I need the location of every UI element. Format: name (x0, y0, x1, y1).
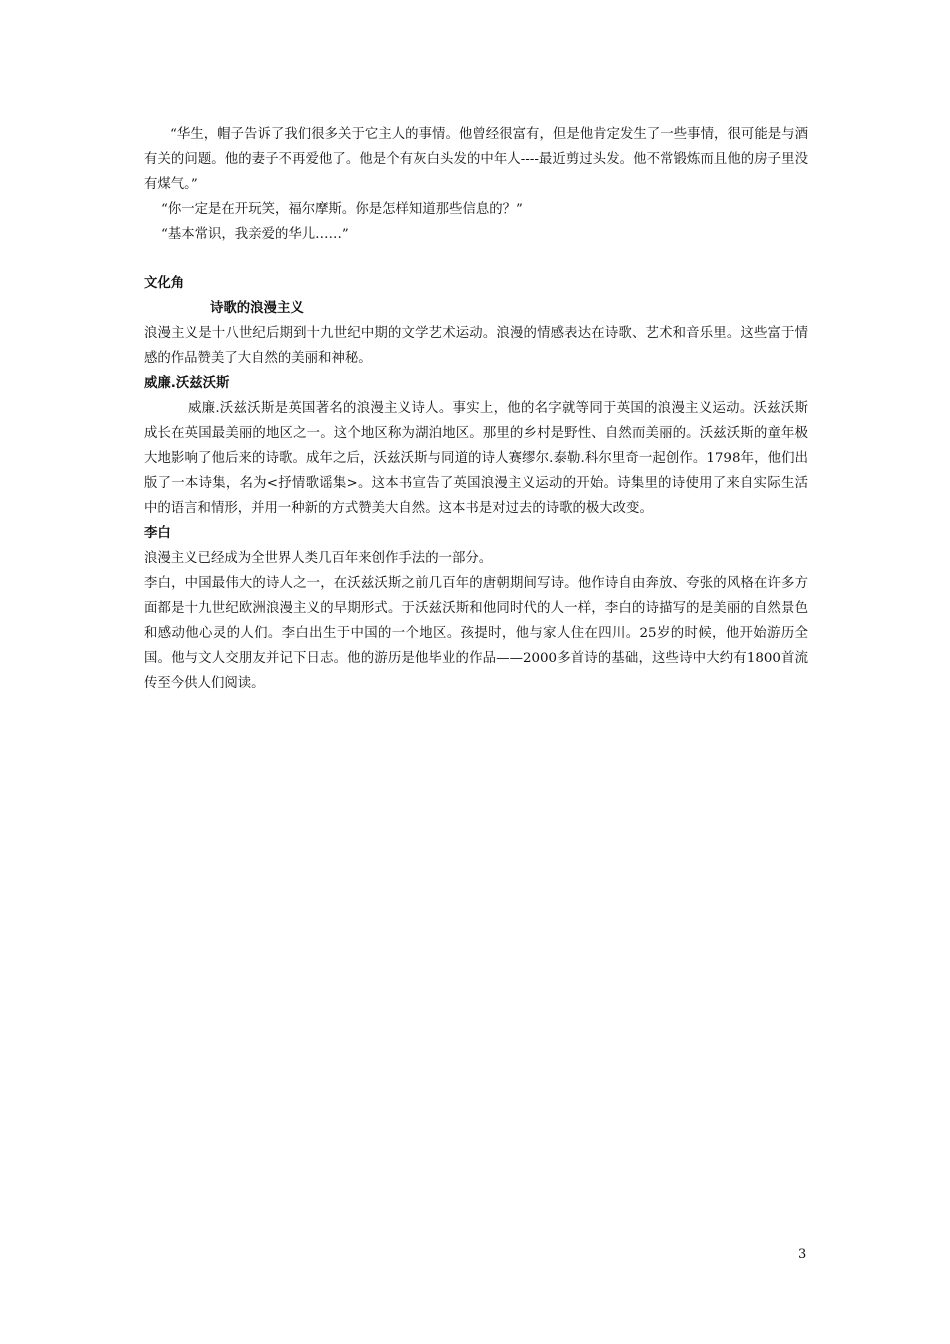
libai-intro-paragraph: 浪漫主义已经成为全世界人类几百年来创作手法的一部分。 (144, 551, 493, 566)
libai-heading: 李白 (144, 526, 171, 541)
dialogue-paragraph-holmes: “华生，帽子告诉了我们很多关于它主人的事情。他曾经很富有，但是他肯定发生了一些事情，很可能是与酒有关的问题。他的妻子不再爱他了。他是个有灰白头发的中年人----最近剪过头发。他不常锻炼而且他的房子里没有煤气。” (144, 127, 808, 192)
wordsworth-paragraph: 威廉.沃兹沃斯是英国著名的浪漫主义诗人。事实上，他的名字就等同于英国的浪漫主义运动。沃兹沃斯成长在英国最美丽的地区之一。这个地区称为湖泊地区。那里的乡村是野性、自然而美丽的。沃兹沃斯的童年极大地影响了他后来的诗歌。成年之后，沃兹沃斯与同道的诗人赛缪尔.泰勒.科尔里奇一起创作。1798年，他们出版了一本诗集，名为<抒情歌谣集>。这本书宣告了英国浪漫主义运动的开始。诗集里的诗使用了来自实际生活中的语言和情形，并用一种新的方式赞美大自然。这本书是对过去的诗歌的极大改变。 (144, 401, 808, 516)
culture-corner-heading: 文化角 (144, 276, 185, 291)
dialogue-paragraph-watson: “你一定是在开玩笑，福尔摩斯。你是怎样知道那些信息的？” (161, 202, 523, 217)
libai-body-paragraph: 李白，中国最伟大的诗人之一，在沃兹沃斯之前几百年的唐朝期间写诗。他作诗自由奔放、夸张的风格在许多方面都是十九世纪欧洲浪漫主义的早期形式。于沃兹沃斯和他同时代的人一样，李白的诗描写的是美丽的自然景色和感动他心灵的人们。李白出生于中国的一个地区。孩提时，他与家人住在四川。25岁的时候，他开始游历全国。他与文人交朋友并记下日志。他的游历是他毕业的作品——2000多首诗的基础，这些诗中大约有1800首流传至今供人们阅读。 (144, 576, 808, 691)
page-number: 3 (798, 1247, 807, 1262)
romanticism-subheading: 诗歌的浪漫主义 (210, 301, 304, 316)
section-gap (144, 247, 808, 271)
dialogue-paragraph-reply: “基本常识，我亲爱的华儿……” (161, 227, 349, 242)
document-page (144, 122, 808, 696)
wordsworth-heading: 威廉.沃兹沃斯 (144, 376, 230, 391)
romanticism-intro-paragraph: 浪漫主义是十八世纪后期到十九世纪中期的文学艺术运动。浪漫的情感表达在诗歌、艺术和音乐里。这些富于情感的作品赞美了大自然的美丽和神秘。 (144, 326, 808, 366)
